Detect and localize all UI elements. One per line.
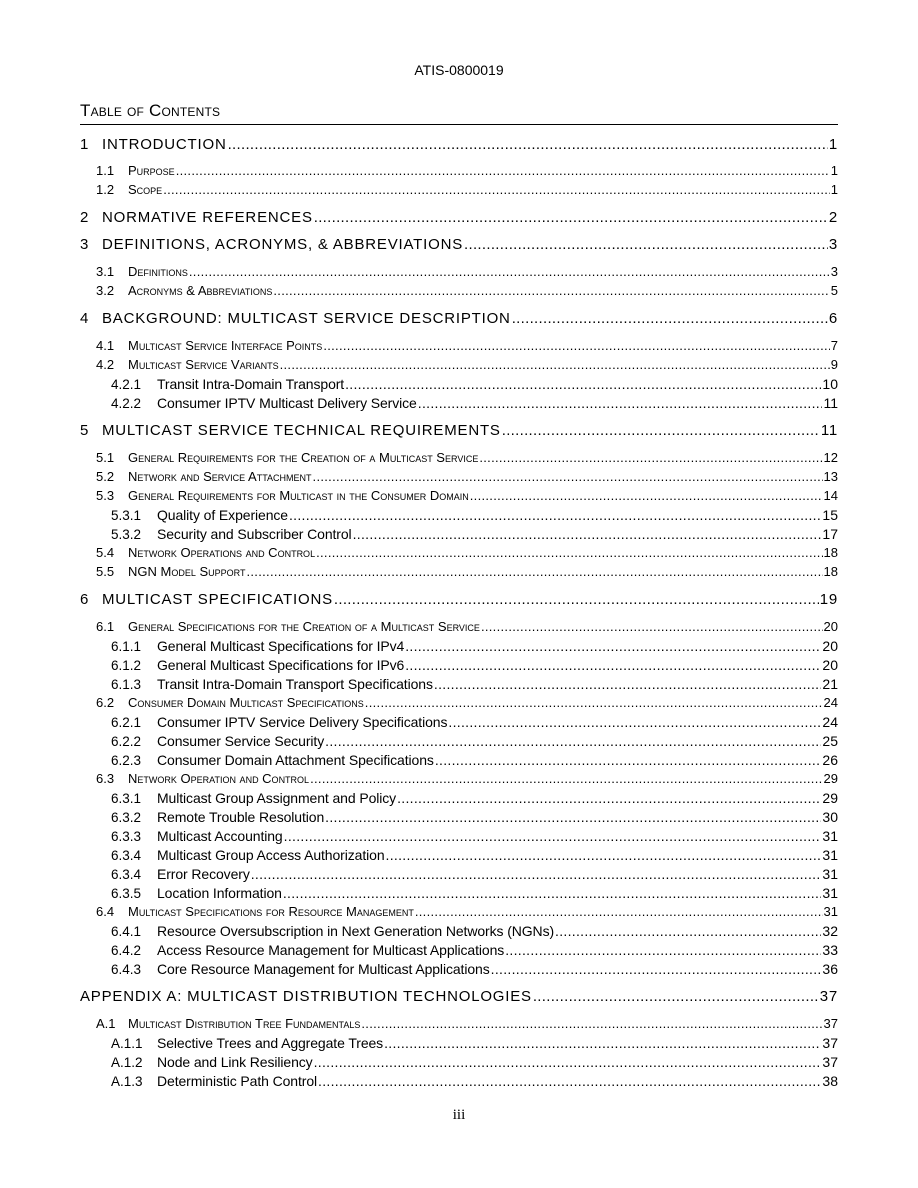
toc-entry-number: 4.1	[96, 338, 115, 353]
toc-entry-title: Multicast Group Access Authorization	[157, 847, 385, 863]
toc-entry-page: 3	[830, 264, 838, 279]
toc-entry-number: 6.3.4	[111, 848, 142, 863]
dot-leader	[289, 507, 821, 523]
dot-leader	[310, 771, 822, 786]
toc-entry-page: 19	[819, 591, 838, 608]
toc-entry-level-3[interactable]	[111, 961, 838, 977]
toc-entry-page: 17	[822, 526, 838, 542]
dot-leader	[334, 591, 819, 608]
toc-entry-page: 38	[822, 1073, 838, 1089]
toc-entry-level-3[interactable]	[111, 866, 838, 882]
toc-entry-number: 6.3	[96, 771, 115, 786]
dot-leader	[316, 545, 822, 560]
dot-leader	[313, 469, 823, 484]
toc-entry-page: 37	[822, 1035, 838, 1051]
toc-entry-page: 37	[822, 1054, 838, 1070]
toc-entry-level-3[interactable]	[111, 676, 838, 692]
toc-entry-title: Consumer Service Security	[157, 733, 325, 749]
toc-entry-title: Definitions	[128, 264, 188, 279]
toc-entry-page: 11	[820, 422, 838, 439]
toc-entry-number: 6.4.2	[111, 943, 142, 958]
toc-entry-level-2[interactable]	[96, 163, 838, 178]
toc-heading: Table of Contents	[80, 101, 838, 125]
dot-leader	[397, 790, 821, 806]
toc-entry-level-2[interactable]	[96, 564, 838, 579]
toc-entry-level-3[interactable]	[111, 809, 838, 825]
toc-entry-number: 6	[80, 591, 90, 608]
toc-entry-number: 6.2	[96, 695, 115, 710]
toc-entry-number: 1.1	[96, 163, 115, 178]
toc-entry-level-3[interactable]	[111, 828, 838, 844]
toc-entry-level-2[interactable]	[96, 182, 838, 197]
toc-entry-title: Location Information	[157, 885, 282, 901]
toc-entry-page: 37	[823, 1016, 838, 1031]
dot-leader	[325, 733, 821, 749]
dot-leader	[353, 526, 822, 542]
toc-entry-level-3[interactable]	[111, 752, 838, 768]
document-id-header: ATIS-0800019	[414, 62, 504, 78]
toc-entry-level-3[interactable]	[111, 376, 838, 392]
toc-entry-title: Multicast Service Interface Points	[128, 338, 323, 353]
toc-entry-number: 5.5	[96, 564, 115, 579]
toc-entry-title: Consumer IPTV Multicast Delivery Service	[157, 395, 417, 411]
toc-entry-title: BACKGROUND: MULTICAST SERVICE DESCRIPTION	[102, 310, 511, 327]
toc-entry-level-3[interactable]	[111, 657, 838, 673]
toc-entry-level-3[interactable]	[111, 507, 838, 523]
toc-entry-level-1[interactable]	[80, 591, 838, 608]
toc-entry-number: 6.3.3	[111, 829, 142, 844]
toc-entry-page: 33	[822, 942, 838, 958]
dot-leader	[246, 564, 822, 579]
toc-entry-number: 1	[80, 136, 90, 153]
toc-entry-page: 1	[830, 163, 838, 178]
toc-entry-title: Resource Oversubscription in Next Generation Networks (NGNs)	[157, 923, 555, 939]
dot-leader	[273, 283, 829, 298]
dot-leader	[176, 163, 830, 178]
toc-entry-page: 6	[828, 310, 838, 327]
toc-entry-number: A.1.2	[111, 1055, 143, 1070]
toc-entry-level-2[interactable]	[96, 619, 838, 634]
toc-entry-number: 5.4	[96, 545, 115, 560]
dot-leader	[415, 904, 823, 919]
dot-leader	[280, 357, 830, 372]
toc-entry-page: 20	[823, 619, 838, 634]
toc-entry-number: A.1.3	[111, 1074, 143, 1089]
toc-entry-page: 12	[823, 450, 838, 465]
toc-entry-title: Scope	[128, 182, 163, 197]
dot-leader	[228, 136, 828, 153]
toc-entry-title: Quality of Experience	[157, 507, 288, 523]
toc-entry-level-3[interactable]	[111, 1073, 838, 1089]
dot-leader	[314, 1054, 822, 1070]
dot-leader	[555, 923, 821, 939]
toc-entry-page: 26	[822, 752, 838, 768]
toc-entry-title: General Requirements for Multicast in the Consumer Domain	[128, 488, 469, 503]
page-number: iii	[452, 1107, 466, 1123]
dot-leader	[448, 714, 821, 730]
toc-entry-level-2[interactable]	[96, 695, 838, 710]
toc-entry-number: 5.3.1	[111, 508, 142, 523]
toc-entry-number: 6.1	[96, 619, 115, 634]
toc-entry-page: 10	[822, 376, 838, 392]
toc-entry-title: General Requirements for the Creation of a Multicast Service	[128, 450, 479, 465]
toc-entry-level-1[interactable]	[80, 988, 838, 1005]
toc-entry-page: 31	[822, 885, 838, 901]
dot-leader	[533, 988, 819, 1005]
toc-entry-number: 3.2	[96, 283, 115, 298]
toc-entry-page: 21	[822, 676, 838, 692]
toc-entry-level-2[interactable]	[96, 357, 838, 372]
toc-entry-page: 7	[830, 338, 838, 353]
toc-entry-level-2[interactable]	[96, 283, 838, 298]
dot-leader	[502, 422, 820, 439]
dot-leader	[365, 695, 823, 710]
toc-entry-number: 6.2.1	[111, 715, 142, 730]
toc-entry-level-2[interactable]	[96, 469, 838, 484]
toc-entry-page: 13	[823, 469, 838, 484]
toc-entry-level-3[interactable]	[111, 942, 838, 958]
toc-entry-level-3[interactable]	[111, 885, 838, 901]
toc-entry-title: Selective Trees and Aggregate Trees	[157, 1035, 384, 1051]
toc-entry-number: A.1.1	[111, 1036, 143, 1051]
toc-entry-number: 6.3.1	[111, 791, 142, 806]
toc-entry-title: Consumer Domain Attachment Specifications	[157, 752, 434, 768]
dot-leader	[512, 310, 828, 327]
toc-entry-page: 31	[823, 904, 838, 919]
toc-entry-number: 4.2.1	[111, 377, 142, 392]
toc-entry-page: 1	[828, 136, 838, 153]
toc-entry-title: Transit Intra-Domain Transport	[157, 376, 345, 392]
toc-entry-number: 5.3	[96, 488, 115, 503]
toc-entry-level-1[interactable]	[80, 422, 838, 439]
toc-entry-number: 6.4.3	[111, 962, 142, 977]
toc-entry-level-2[interactable]	[96, 545, 838, 560]
toc-entry-title: APPENDIX A: MULTICAST DISTRIBUTION TECHNOLOGIES	[80, 988, 532, 1005]
toc-entry-page: 36	[822, 961, 838, 977]
toc-entry-page: 15	[822, 507, 838, 523]
toc-entry-title: Core Resource Management for Multicast Applications	[157, 961, 490, 977]
dot-leader	[318, 1073, 821, 1089]
toc-entry-title: Deterministic Path Control	[157, 1073, 318, 1089]
toc-entry-level-1[interactable]	[80, 209, 838, 226]
toc-entry-number: 6.2.3	[111, 753, 142, 768]
toc-entry-title: INTRODUCTION	[102, 136, 227, 153]
toc-entry-level-1[interactable]	[80, 136, 838, 153]
toc-entry-title: Error Recovery	[157, 866, 250, 882]
toc-entry-title: Consumer Domain Multicast Specifications	[128, 695, 364, 710]
toc-entry-number: 1.2	[96, 182, 115, 197]
toc-entry-level-3[interactable]	[111, 923, 838, 939]
toc-entry-page: 18	[823, 564, 838, 579]
toc-entry-number: 6.3.2	[111, 810, 142, 825]
toc-entry-number: 5.1	[96, 450, 115, 465]
toc-entry-number: 6.4.1	[111, 924, 142, 939]
toc-entry-title: Network Operations and Control	[128, 545, 316, 560]
toc-entry-title: MULTICAST SPECIFICATIONS	[102, 591, 333, 608]
toc-entry-title: Remote Trouble Resolution	[157, 809, 325, 825]
toc-entry-number: 6.2.2	[111, 734, 142, 749]
dot-leader	[470, 488, 823, 503]
toc-entry-number: 6.1.1	[111, 639, 142, 654]
toc-entry-title: Security and Subscriber Control	[157, 526, 352, 542]
toc-entry-title: General Multicast Specifications for IPv4	[157, 638, 405, 654]
toc-entry-number: 4.2.2	[111, 396, 142, 411]
toc-entry-title: General Specifications for the Creation of a Multicast Service	[128, 619, 480, 634]
dot-leader	[435, 752, 822, 768]
toc-entry-level-3[interactable]	[111, 714, 838, 730]
toc-entry-title: DEFINITIONS, ACRONYMS, & ABBREVIATIONS	[102, 236, 464, 253]
dot-leader	[284, 828, 822, 844]
toc-entry-number: 2	[80, 209, 90, 226]
toc-entry-title: General Multicast Specifications for IPv6	[157, 657, 405, 673]
toc-entry-level-2[interactable]	[96, 450, 838, 465]
toc-entry-level-3[interactable]	[111, 733, 838, 749]
dot-leader	[189, 264, 830, 279]
dot-leader	[481, 619, 823, 634]
toc-entry-title: Purpose	[128, 163, 175, 178]
dot-leader	[464, 236, 828, 253]
toc-entry-page: 9	[830, 357, 838, 372]
toc-entry-page: 31	[822, 847, 838, 863]
toc-entry-page: 3	[828, 236, 838, 253]
toc-entry-page: 30	[822, 809, 838, 825]
toc-entry-number: A.1	[96, 1016, 116, 1031]
toc-entry-number: 5.2	[96, 469, 115, 484]
dot-leader	[251, 866, 822, 882]
dot-leader	[405, 638, 821, 654]
toc-entry-number: 5	[80, 422, 90, 439]
toc-entry-title: Transit Intra-Domain Transport Specifications	[157, 676, 433, 692]
dot-leader	[479, 450, 822, 465]
toc-entry-title: NGN Model Support	[128, 564, 246, 579]
toc-entry-page: 37	[819, 988, 838, 1005]
toc-entry-page: 11	[823, 395, 838, 411]
toc-entry-title: Multicast Distribution Tree Fundamentals	[128, 1016, 361, 1031]
dot-leader	[491, 961, 822, 977]
dot-leader	[345, 376, 821, 392]
toc-entry-level-1[interactable]	[80, 310, 838, 327]
dot-leader	[361, 1016, 822, 1031]
toc-entry-page: 24	[823, 695, 838, 710]
toc-entry-title: Network and Service Attachment	[128, 469, 312, 484]
toc-entry-page: 29	[822, 790, 838, 806]
toc-entry-level-2[interactable]	[96, 338, 838, 353]
toc-entry-title: Acronyms & Abbreviations	[128, 283, 273, 298]
toc-entry-level-3[interactable]	[111, 847, 838, 863]
toc-entry-number: 6.3.5	[111, 886, 142, 901]
toc-entry-level-3[interactable]	[111, 395, 838, 411]
toc-entry-title: Multicast Accounting	[157, 828, 283, 844]
dot-leader	[418, 395, 823, 411]
toc-entry-page: 5	[830, 283, 838, 298]
toc-entry-page: 2	[828, 209, 838, 226]
toc-entry-level-2[interactable]	[96, 771, 838, 786]
toc-entry-title: Multicast Group Assignment and Policy	[157, 790, 397, 806]
toc-entry-number: 3.1	[96, 264, 115, 279]
toc-entry-number: 6.1.2	[111, 658, 142, 673]
toc-entry-title: NORMATIVE REFERENCES	[102, 209, 313, 226]
toc-entry-level-2[interactable]	[96, 904, 838, 919]
toc-entry-title: Multicast Specifications for Resource Management	[128, 904, 414, 919]
toc-entry-number: 6.4	[96, 904, 115, 919]
dot-leader	[283, 885, 822, 901]
dot-leader	[323, 338, 829, 353]
toc-entry-level-2[interactable]	[96, 488, 838, 503]
toc-entry-page: 20	[822, 657, 838, 673]
toc-entry-page: 31	[822, 828, 838, 844]
toc-entry-level-2[interactable]	[96, 264, 838, 279]
toc-entry-page: 29	[823, 771, 838, 786]
toc-entry-level-3[interactable]	[111, 526, 838, 542]
toc-entry-level-3[interactable]	[111, 1035, 838, 1051]
toc-entry-title: Network Operation and Control	[128, 771, 310, 786]
dot-leader	[325, 809, 821, 825]
toc-entry-page: 1	[830, 182, 838, 197]
toc-entry-number: 6.3.4	[111, 867, 142, 882]
toc-entry-page: 25	[822, 733, 838, 749]
toc-entry-level-3[interactable]	[111, 790, 838, 806]
toc-entry-number: 6.1.3	[111, 677, 142, 692]
toc-entry-page: 14	[823, 488, 838, 503]
toc-entry-title: Node and Link Resiliency	[157, 1054, 313, 1070]
dot-leader	[505, 942, 821, 958]
toc-entry-number: 4	[80, 310, 90, 327]
toc-entry-level-1[interactable]	[80, 236, 838, 253]
toc-entry-title: Consumer IPTV Service Delivery Specifications	[157, 714, 448, 730]
toc-entry-number: 4.2	[96, 357, 115, 372]
toc-entry-page: 20	[822, 638, 838, 654]
dot-leader	[163, 182, 830, 197]
toc-entry-title: MULTICAST SERVICE TECHNICAL REQUIREMENTS	[102, 422, 501, 439]
toc-entry-page: 31	[822, 866, 838, 882]
dot-leader	[405, 657, 821, 673]
dot-leader	[314, 209, 828, 226]
toc-entry-level-3[interactable]	[111, 638, 838, 654]
toc-entry-page: 24	[822, 714, 838, 730]
dot-leader	[386, 847, 822, 863]
dot-leader	[434, 676, 822, 692]
dot-leader	[384, 1035, 821, 1051]
toc-entry-number: 5.3.2	[111, 527, 142, 542]
toc-entry-number: 3	[80, 236, 90, 253]
toc-entry-title: Multicast Service Variants	[128, 357, 279, 372]
toc-entry-level-2[interactable]	[96, 1016, 838, 1031]
toc-entry-title: Access Resource Management for Multicast Applications	[157, 942, 505, 958]
toc-entry-page: 32	[822, 923, 838, 939]
toc-entry-level-3[interactable]	[111, 1054, 838, 1070]
toc-entry-page: 18	[823, 545, 838, 560]
